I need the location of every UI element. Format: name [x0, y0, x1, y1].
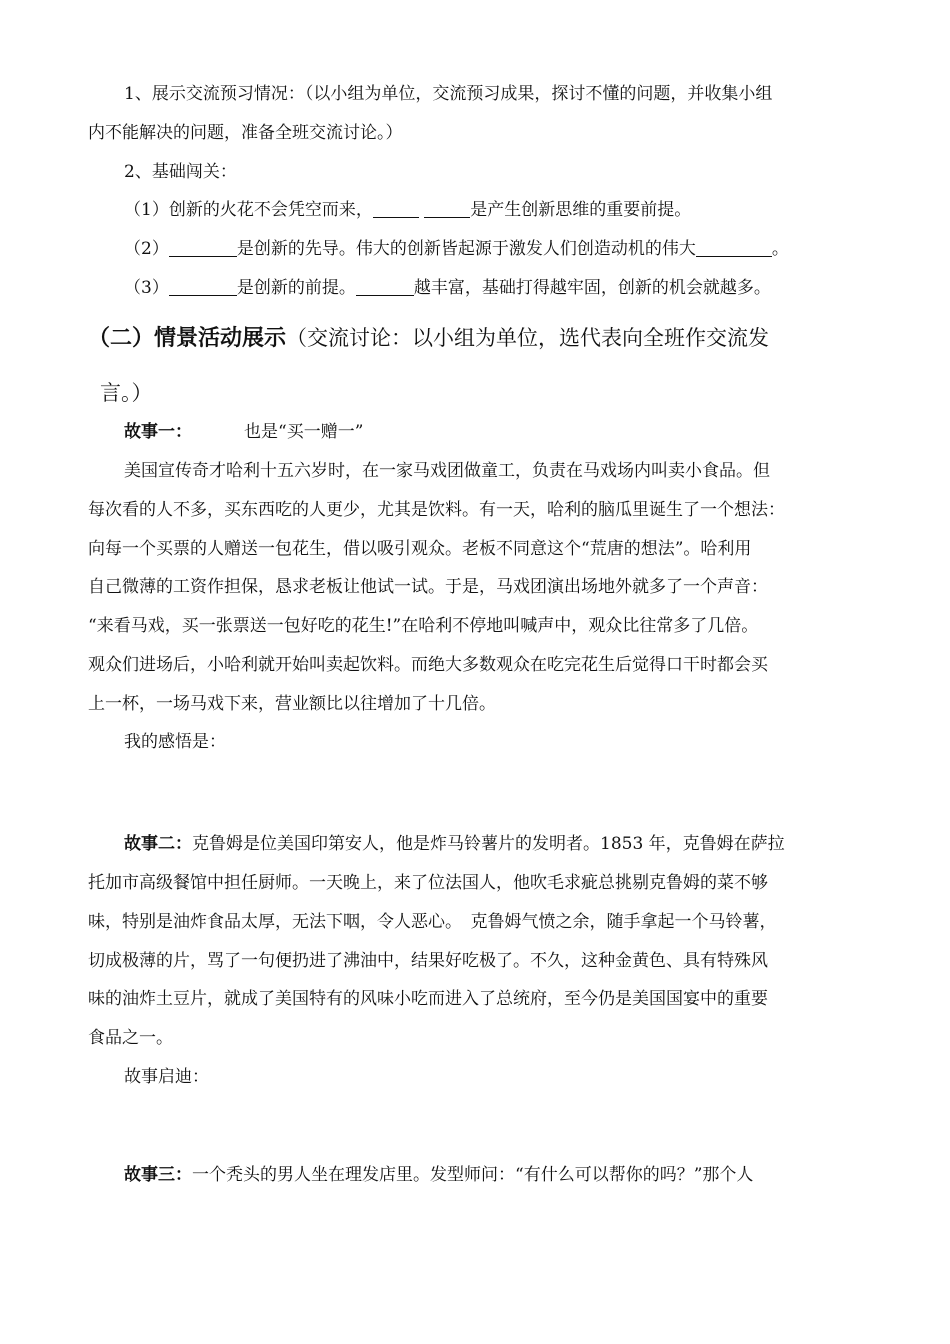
story2-line-1: 味，特别是油炸食品太厚，无法下咽，令人恶心。 克鲁姆气愤之余，随手拿起一个马铃薯，: [88, 912, 777, 932]
section2-heading-bold: （二）情景活动展示: [88, 326, 287, 351]
story1-label: 故事一：: [124, 422, 192, 442]
story1-title: 也是“买一赠一”: [244, 422, 364, 442]
story2-prompt: 故事启迪：: [124, 1067, 209, 1087]
question-1: [124, 198, 878, 222]
q1-blank-b[interactable]: [424, 199, 470, 218]
story3-first-line: [124, 1163, 878, 1187]
q3-blank-b[interactable]: [356, 277, 414, 296]
section2-heading-normal: （交流讨论：以小组为单位，选代表向全班作交流发: [286, 326, 770, 350]
story1-prompt: 我的感悟是：: [124, 732, 226, 752]
section2-heading-continued: 言。）: [100, 381, 153, 405]
q2-blank-a[interactable]: [169, 238, 237, 257]
story2-first-line: [124, 832, 878, 856]
story1-line-1: 每次看的人不多，买东西吃的人更少，尤其是饮料。有一天，哈利的脑瓜里诞生了一个想法：: [88, 500, 785, 520]
section2-heading: [88, 320, 878, 357]
q1-text-after: 是产生创新思维的重要前提。: [470, 200, 692, 220]
story2-first-text: 克鲁姆是位美国印第安人，他是炸马铃薯片的发明者。1853 年，克鲁姆在萨拉: [192, 834, 785, 854]
question-2: [124, 237, 878, 261]
q2-blank-b[interactable]: [696, 238, 772, 257]
q1-text-before: （1）创新的火花不会凭空而来，: [124, 200, 373, 220]
story1-line-4: “来看马戏，买一张票送一包好吃的花生!”在哈利不停地叫喊声中，观众比往常多了几倍。: [88, 616, 759, 636]
story1-line-5: 观众们进场后，小哈利就开始叫卖起饮料。而绝大多数观众在吃完花生后觉得口干时都会买: [88, 655, 768, 675]
question-3: [124, 276, 878, 300]
story2-line-4: 食品之一。: [88, 1028, 173, 1048]
q1-blank-a[interactable]: [373, 199, 419, 218]
story2-label: 故事二：: [124, 834, 192, 854]
story1-line-2: 向每一个买票的人赠送一包花生，借以吸引观众。老板不同意这个“荒唐的想法”。哈利用: [88, 539, 752, 559]
story2-line-2: 切成极薄的片，骂了一句便扔进了沸油中，结果好吃极了。不久，这种金黄色、具有特殊风: [88, 951, 768, 971]
story2-line-3: 味的油炸土豆片，就成了美国特有的风味小吃而进入了总统府，至今仍是美国国宴中的重要: [88, 989, 768, 1009]
story1-line-6: 上一杯，一场马戏下来，营业额比以往增加了十几倍。: [88, 694, 496, 714]
story1-title-line: [124, 420, 878, 444]
q2-text-mid: 是创新的先导。伟大的创新皆起源于激发人们创造动机的伟大: [236, 239, 696, 259]
item1-line1: 1、展示交流预习情况：（以小组为单位，交流预习成果，探讨不懂的问题，并收集小组: [124, 84, 773, 104]
item2-heading: 2、基础闯关：: [124, 162, 237, 182]
q2-text-after: 。: [771, 239, 789, 259]
story2-line-0: 托加市高级餐馆中担任厨师。一天晚上，来了位法国人，他吹毛求疵总挑剔克鲁姆的菜不够: [88, 873, 768, 893]
q3-text-mid: 是创新的前提。: [236, 278, 356, 298]
q3-text-before: （3）: [124, 278, 169, 298]
story1-line-3: 自己微薄的工资作担保，恳求老板让他试一试。于是，马戏团演出场地外就多了一个声音：: [88, 577, 768, 597]
q2-text-before: （2）: [124, 239, 169, 259]
q3-blank-a[interactable]: [169, 277, 237, 296]
story3-first-text: 一个秃头的男人坐在理发店里。发型师问：“有什么可以帮你的吗？”那个人: [192, 1165, 754, 1185]
item1-line2: 内不能解决的问题，准备全班交流讨论。）: [88, 123, 403, 143]
q3-text-after: 越丰富，基础打得越牢固，创新的机会就越多。: [413, 278, 771, 298]
story3-label: 故事三：: [124, 1165, 192, 1185]
story1-line-0: 美国宣传奇才哈利十五六岁时，在一家马戏团做童工，负责在马戏场内叫卖小食品。但: [124, 461, 770, 481]
